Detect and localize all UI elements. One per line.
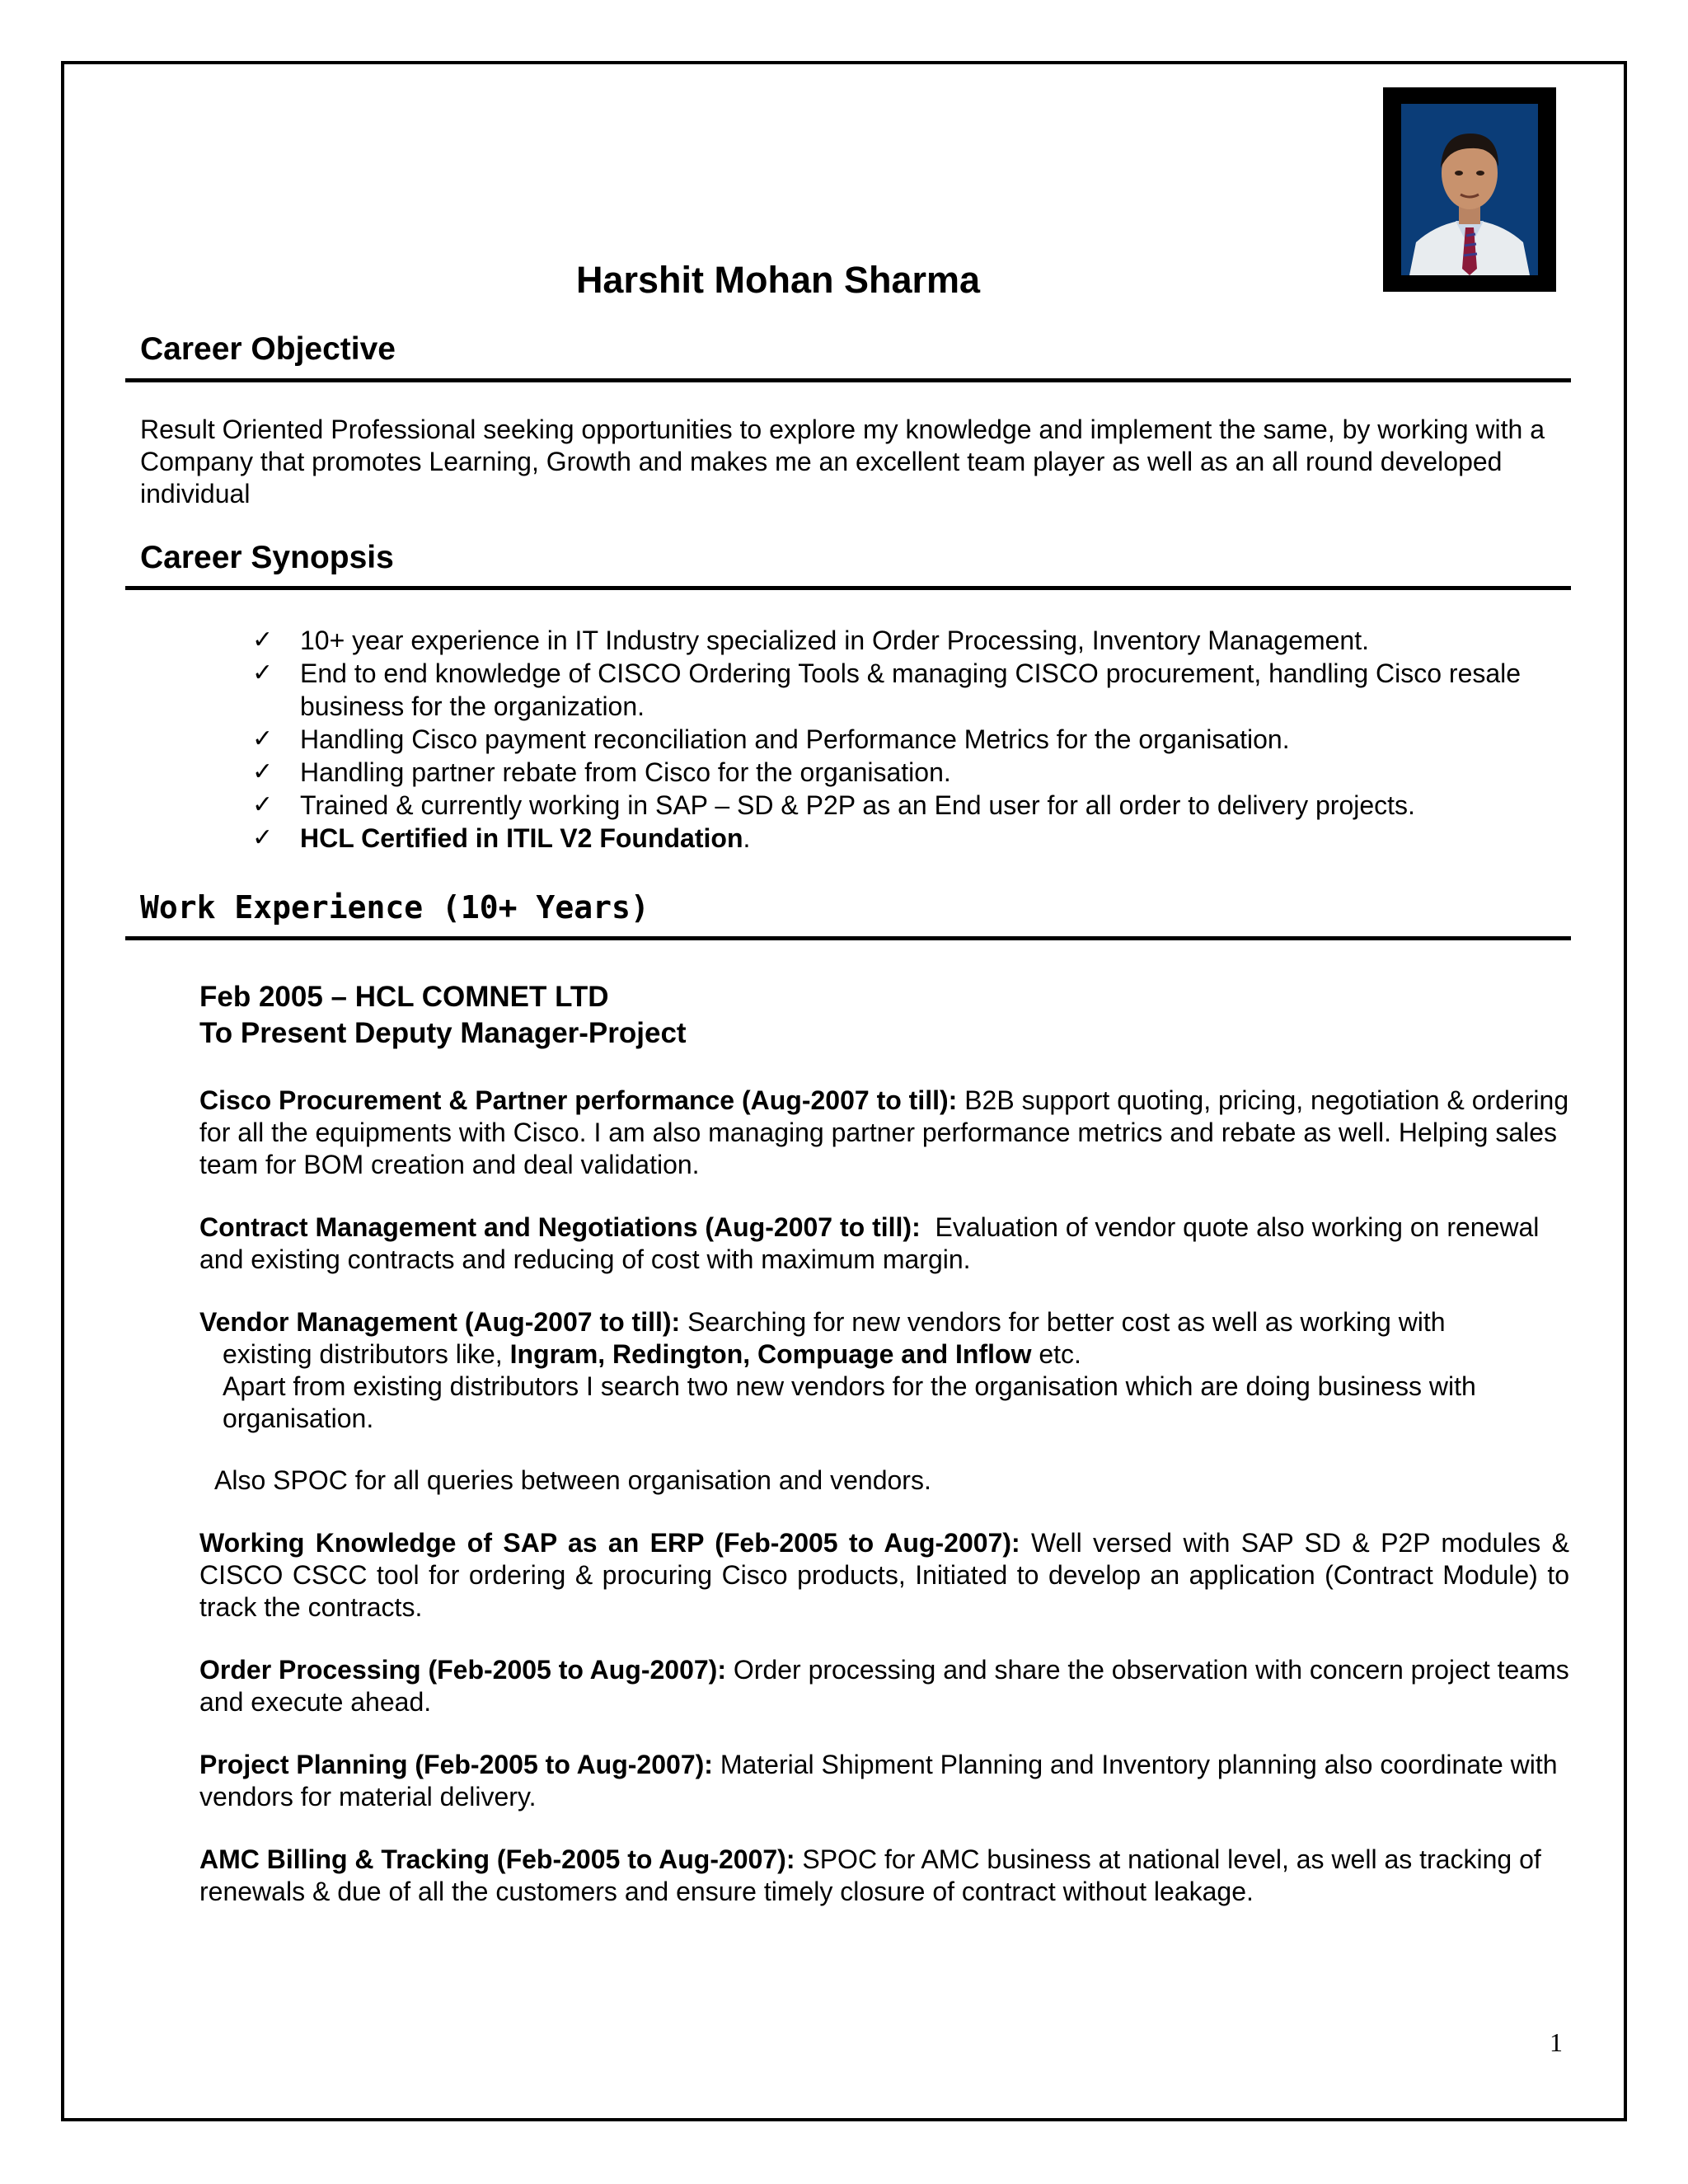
checkmark-icon: ✓	[252, 626, 274, 654]
entry-amc-billing: AMC Billing & Tracking (Feb-2005 to Aug-2007): SPOC for AMC business at national level, as well as tracking of renewals & due of all the customers and ensure timely closure of contract without leakage.	[199, 1844, 1541, 1906]
list-item: ✓ Handling partner rebate from Cisco for the organisation.	[252, 757, 951, 787]
entry-spoc: Also SPOC for all queries between organisation and vendors.	[214, 1465, 931, 1495]
page-number: 1	[1550, 2027, 1563, 2057]
career-synopsis-list	[247, 624, 1566, 855]
section-divider	[125, 378, 1571, 382]
checkmark-icon: ✓	[252, 724, 274, 753]
entry-cisco-procurement: Cisco Procurement & Partner performance (Aug-2007 to till): B2B support quoting, pricing, negotiation & ordering for all the equipments with Cisco. I am also managing partner performance metrics and rebate as well. Helping sales team for BOM creation and deal validation.	[199, 1085, 1569, 1179]
list-item: ✓ End to end knowledge of CISCO Ordering Tools & managing CISCO procurement, handling Cisco resale business for the organization.	[252, 658, 1522, 721]
list-item: ✓ Trained & currently working in SAP – SD & P2P as an End user for all order to delivery projects.	[252, 790, 1415, 820]
section-divider	[125, 936, 1571, 940]
career-objective-text: Result Oriented Professional seeking opportunities to explore my knowledge and implement the same, by working with a Company that promotes Learning, Growth and makes me an excellent team player as well as an all round developed individual	[140, 415, 1545, 509]
entry-contract-management: Contract Management and Negotiations (Aug-2007 to till): Evaluation of vendor quote also working on renewal and existing contracts and reducing of cost with maximum margin.	[199, 1212, 1547, 1274]
photo-portrait	[1401, 104, 1538, 275]
list-item: ✓ HCL Certified in ITIL V2 Foundation.	[252, 823, 751, 853]
career-synopsis-heading: Career Synopsis	[140, 540, 394, 575]
section-divider	[125, 586, 1571, 590]
job-role: To Present Deputy Manager-Project	[199, 1017, 687, 1049]
checkmark-icon: ✓	[252, 757, 274, 786]
entry-project-planning: Project Planning (Feb-2005 to Aug-2007): Material Shipment Planning and Inventory planning also coordinate with vendors for material delivery.	[199, 1750, 1558, 1811]
candidate-name: Harshit Mohan Sharma	[575, 259, 981, 301]
list-item: ✓ 10+ year experience in IT Industry specialized in Order Processing, Inventory Management.	[252, 626, 1369, 655]
job-company: Feb 2005 – HCL COMNET LTD	[199, 981, 609, 1013]
entry-sap-knowledge: Working Knowledge of SAP as an ERP (Feb-2005 to Aug-2007): Well versed with SAP SD & P2P modules & CISCO CSCC tool for ordering & procuring Cisco products, Initiated to develop an application (Contract Module) to track the contracts.	[199, 1528, 1570, 1622]
checkmark-icon: ✓	[252, 658, 274, 687]
work-experience-heading: Work Experience (10+ Years)	[140, 889, 649, 926]
portrait-illustration	[1401, 104, 1538, 275]
career-objective-heading: Career Objective	[140, 331, 396, 367]
list-item: ✓ Handling Cisco payment reconciliation and Performance Metrics for the organisation.	[252, 724, 1290, 754]
entry-order-processing: Order Processing (Feb-2005 to Aug-2007): Order processing and share the observation with concern project teams and execute ahead.	[199, 1655, 1569, 1717]
checkmark-icon: ✓	[252, 823, 274, 852]
checkmark-icon: ✓	[252, 790, 274, 819]
job-header	[199, 979, 687, 1052]
entry-vendor-management: Vendor Management (Aug-2007 to till): Searching for new vendors for better cost as well as working with existing distributors like, Ingram, Redington, Compuage and Inflow etc. Apart from existing distributors I search two new vendors for the organisation which are doing business with organisation.	[199, 1307, 1476, 1433]
